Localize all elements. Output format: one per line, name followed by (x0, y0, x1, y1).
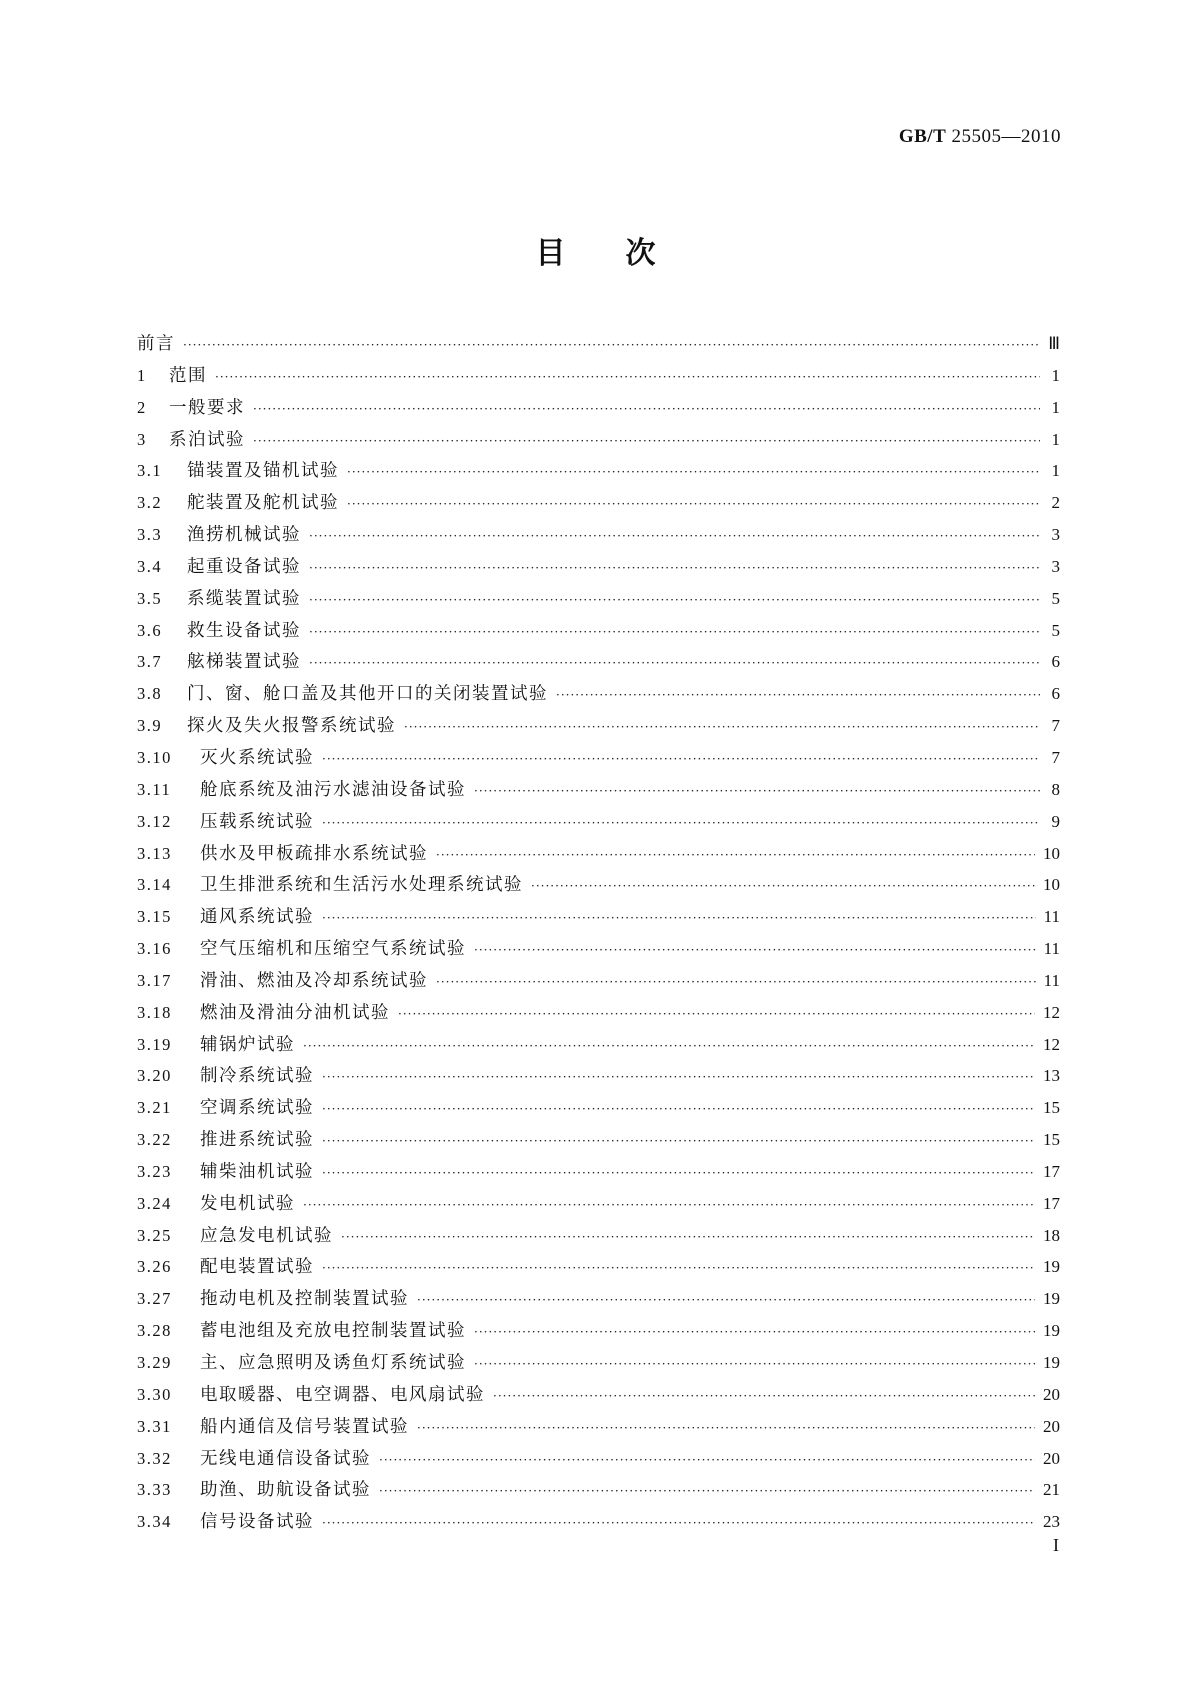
toc-entry-page: 1 (1051, 365, 1060, 385)
toc-entry-page: 17 (1043, 1161, 1060, 1181)
toc-entry-number: 1 (137, 365, 147, 385)
toc-entry-number: 3.7 (137, 652, 163, 672)
toc-dot-leader (379, 1484, 1035, 1498)
toc-entry[interactable] (137, 426, 1060, 458)
toc-entry-page: 19 (1043, 1289, 1060, 1309)
toc-entry-number: 3.24 (137, 1193, 172, 1213)
toc-entry[interactable] (137, 935, 1060, 967)
toc-entry-title: 一般要求 (169, 397, 245, 418)
toc-entry-title: 起重设备试验 (187, 556, 301, 577)
toc-entry-title: 系缆装置试验 (187, 588, 301, 609)
toc-dot-leader (183, 338, 1040, 352)
toc-dot-leader (322, 1516, 1035, 1530)
toc-entry-page: 7 (1051, 716, 1060, 736)
toc-entry[interactable] (137, 1285, 1060, 1317)
toc-entry-title: 供水及甲板疏排水系统试验 (200, 843, 428, 864)
toc-entry-number: 3.16 (137, 939, 172, 959)
toc-entry-title: 舱底系统及油污水滤油设备试验 (200, 779, 466, 800)
toc-dot-leader (322, 1134, 1035, 1148)
toc-dot-leader (379, 1453, 1035, 1467)
toc-dot-leader (322, 752, 1040, 766)
toc-entry[interactable] (137, 680, 1060, 712)
toc-entry-number: 3.8 (137, 684, 163, 704)
toc-entry-page: 11 (1043, 939, 1060, 959)
toc-entry-page: 5 (1051, 588, 1060, 608)
toc-entry-title: 电取暖器、电空调器、电风扇试验 (200, 1384, 485, 1405)
toc-entry-title: 舷梯装置试验 (187, 652, 301, 673)
toc-dot-leader (253, 402, 1040, 416)
toc-entry-title: 灭火系统试验 (200, 747, 314, 768)
toc-entry-page: 9 (1051, 811, 1060, 831)
toc-entry-title: 范围 (169, 365, 207, 386)
toc-dot-leader (309, 656, 1040, 670)
toc-entry-page: 8 (1051, 779, 1060, 799)
toc-entry[interactable] (137, 1158, 1060, 1190)
toc-entry-number: 3.26 (137, 1257, 172, 1277)
toc-entry-page: 19 (1043, 1353, 1060, 1372)
toc-entry-title: 推进系统试验 (200, 1130, 314, 1151)
toc-entry-title: 无线电通信设备试验 (200, 1448, 371, 1469)
toc-dot-leader (556, 688, 1040, 702)
toc-dot-leader (303, 1039, 1035, 1053)
toc-entry-number: 3.4 (137, 556, 163, 576)
toc-entry-number: 3.18 (137, 1002, 172, 1022)
toc-entry-title: 主、应急照明及诱鱼灯系统试验 (200, 1353, 466, 1373)
toc-dot-leader (253, 434, 1040, 448)
toc-entry-number: 3.27 (137, 1289, 172, 1309)
toc-entry-number: 3.20 (137, 1066, 172, 1086)
toc-entry-page: 3 (1051, 525, 1060, 545)
toc-entry-page: Ⅲ (1048, 334, 1060, 353)
toc-entry-title: 探火及失火报警系统试验 (187, 716, 396, 737)
toc-entry-page: 6 (1051, 684, 1060, 704)
toc-entry-page: 15 (1043, 1130, 1060, 1150)
toc-entry[interactable] (137, 871, 1060, 903)
toc-entry-number: 3.28 (137, 1321, 172, 1341)
toc-entry-page: 5 (1051, 620, 1060, 640)
toc-entry[interactable] (137, 1222, 1060, 1254)
toc-entry[interactable] (137, 585, 1060, 617)
toc-entry-number: 2 (137, 397, 147, 417)
toc-entry-title: 空调系统试验 (200, 1098, 314, 1119)
toc-entry[interactable] (137, 712, 1060, 744)
toc-entry-page: 11 (1043, 907, 1060, 927)
toc-entry[interactable] (137, 1381, 1060, 1413)
toc-entry-title: 制冷系统试验 (200, 1066, 314, 1087)
toc-entry[interactable] (137, 999, 1060, 1031)
toc-dot-leader (322, 911, 1036, 925)
toc-entry-page: 20 (1043, 1416, 1060, 1436)
page-title: 目次 (535, 236, 716, 271)
toc-entry[interactable] (137, 1094, 1060, 1126)
toc-entry-page: 1 (1051, 429, 1060, 449)
toc-dot-leader (347, 465, 1040, 479)
toc-dot-leader (322, 1070, 1035, 1084)
toc-entry-number: 3.2 (137, 493, 163, 513)
toc-entry[interactable] (137, 648, 1060, 680)
toc-dot-leader (347, 497, 1040, 511)
toc-entry-number: 3.33 (137, 1480, 172, 1500)
toc-entry[interactable] (137, 1126, 1060, 1158)
toc-entry-title: 门、窗、舱口盖及其他开口的关闭装置试验 (187, 684, 548, 705)
toc-entry-number: 3.17 (137, 970, 172, 990)
toc-entry-title: 配电装置试验 (200, 1257, 314, 1278)
toc-entry-number: 3.5 (137, 588, 163, 608)
page-number: I (1053, 1535, 1059, 1555)
toc-entry[interactable] (137, 1031, 1060, 1063)
toc-entry-page: 7 (1051, 747, 1060, 767)
toc-dot-leader (322, 1102, 1035, 1116)
toc-entry[interactable] (137, 521, 1060, 553)
toc-dot-leader (436, 848, 1035, 862)
toc-entry-page: 13 (1043, 1066, 1060, 1086)
toc-entry[interactable] (137, 394, 1060, 426)
toc-entry-page: 18 (1043, 1225, 1060, 1245)
toc-entry-number: 3.34 (137, 1512, 172, 1532)
toc-dot-leader (404, 720, 1040, 734)
toc-entry[interactable] (137, 1476, 1060, 1508)
toc-entry[interactable] (137, 1253, 1060, 1285)
toc-entry-title: 系泊试验 (169, 429, 245, 450)
toc-dot-leader (309, 561, 1040, 575)
toc-entry-number: 3.29 (137, 1353, 172, 1372)
toc-entry[interactable] (137, 1413, 1060, 1445)
toc-entry-title: 滑油、燃油及冷却系统试验 (200, 970, 428, 991)
toc-entry[interactable] (137, 330, 1060, 362)
toc-entry-page: 2 (1051, 493, 1060, 513)
toc-dot-leader (474, 1325, 1035, 1339)
toc-entry-title: 渔捞机械试验 (187, 525, 301, 546)
toc-entry-title: 应急发电机试验 (200, 1225, 333, 1246)
toc-dot-leader (309, 593, 1040, 607)
toc-dot-leader (309, 625, 1040, 639)
toc-entry-title: 拖动电机及控制装置试验 (200, 1289, 409, 1310)
toc-entry-number: 3.31 (137, 1416, 172, 1436)
toc-entry-number: 3.1 (137, 461, 163, 481)
toc-dot-leader (474, 943, 1036, 957)
toc-dot-leader (303, 1198, 1035, 1212)
standard-code-prefix: GB/T (898, 126, 947, 147)
toc-entry-number: 3.32 (137, 1448, 172, 1468)
toc-entry-number: 3.14 (137, 875, 172, 895)
toc-entry[interactable] (137, 1445, 1060, 1477)
toc-entry-title: 舵装置及舵机试验 (187, 493, 339, 514)
toc-dot-leader (322, 1261, 1035, 1275)
toc-entry[interactable] (137, 776, 1060, 808)
table-of-contents (137, 330, 1060, 1540)
standard-code (899, 126, 1061, 148)
toc-entry-title: 前言 (137, 334, 175, 354)
toc-entry-page: 3 (1051, 556, 1060, 576)
toc-entry-title: 空气压缩机和压缩空气系统试验 (200, 939, 466, 960)
toc-entry[interactable] (137, 489, 1060, 521)
toc-entry-title: 锚装置及锚机试验 (187, 461, 339, 482)
toc-dot-leader (474, 1357, 1035, 1371)
toc-entry-number: 3.23 (137, 1161, 172, 1181)
toc-entry-number: 3.15 (137, 907, 172, 927)
toc-entry-page: 12 (1043, 1002, 1060, 1022)
toc-entry[interactable] (137, 840, 1060, 872)
toc-entry-number: 3.21 (137, 1098, 172, 1118)
toc-dot-leader (417, 1421, 1035, 1435)
toc-entry-title: 通风系统试验 (200, 907, 314, 928)
toc-entry[interactable] (137, 362, 1060, 394)
toc-entry-number: 3.25 (137, 1225, 172, 1245)
toc-dot-leader (322, 816, 1040, 830)
toc-dot-leader (417, 1293, 1035, 1307)
toc-dot-leader (531, 879, 1035, 893)
toc-entry-title: 蓄电池组及充放电控制装置试验 (200, 1321, 466, 1342)
toc-entry[interactable] (137, 457, 1060, 489)
toc-entry[interactable] (137, 744, 1060, 776)
toc-entry-title: 压载系统试验 (200, 811, 314, 832)
toc-entry-title: 助渔、助航设备试验 (200, 1480, 371, 1501)
toc-entry-title: 救生设备试验 (187, 620, 301, 641)
toc-entry[interactable] (137, 617, 1060, 649)
toc-entry-number: 3.6 (137, 620, 163, 640)
toc-entry-page: 15 (1043, 1098, 1060, 1118)
toc-dot-leader (309, 529, 1040, 543)
toc-entry-number: 3.22 (137, 1130, 172, 1150)
toc-entry-number: 3.11 (137, 779, 172, 799)
toc-entry-title: 船内通信及信号装置试验 (200, 1416, 409, 1437)
toc-entry-title: 信号设备试验 (200, 1512, 314, 1533)
toc-entry-page: 10 (1043, 875, 1060, 895)
toc-entry-page: 12 (1043, 1034, 1060, 1054)
toc-entry-number: 3.10 (137, 747, 172, 767)
toc-entry-page: 19 (1043, 1257, 1060, 1277)
standard-code-number: 25505—2010 (951, 126, 1061, 147)
toc-entry[interactable] (137, 553, 1060, 585)
toc-dot-leader (398, 1007, 1035, 1021)
toc-entry-page: 17 (1043, 1193, 1060, 1213)
toc-entry-page: 1 (1051, 461, 1060, 481)
toc-dot-leader (436, 975, 1036, 989)
toc-dot-leader (215, 370, 1040, 384)
toc-dot-leader (493, 1389, 1035, 1403)
toc-entry-number: 3.13 (137, 843, 172, 863)
toc-entry[interactable] (137, 1190, 1060, 1222)
toc-entry[interactable] (137, 1062, 1060, 1094)
toc-entry-number: 3 (137, 429, 147, 449)
toc-entry-page: 10 (1043, 843, 1060, 863)
toc-entry-page: 6 (1051, 652, 1060, 672)
toc-dot-leader (341, 1230, 1035, 1244)
toc-entry-title: 燃油及滑油分油机试验 (200, 1002, 390, 1023)
toc-dot-leader (322, 1166, 1035, 1180)
toc-entry[interactable] (137, 903, 1060, 935)
toc-entry[interactable] (137, 1317, 1060, 1349)
toc-entry-title: 辅柴油机试验 (200, 1161, 314, 1182)
toc-entry-number: 3.3 (137, 525, 163, 545)
toc-entry[interactable] (137, 1349, 1060, 1381)
toc-entry[interactable] (137, 808, 1060, 840)
toc-dot-leader (474, 784, 1040, 798)
toc-entry-title: 辅锅炉试验 (200, 1034, 295, 1055)
toc-entry-page: 11 (1043, 970, 1060, 990)
toc-entry-title: 卫生排泄系统和生活污水处理系统试验 (200, 875, 523, 896)
toc-entry-page: 21 (1043, 1480, 1060, 1500)
toc-entry-number: 3.30 (137, 1384, 172, 1404)
toc-entry-title: 发电机试验 (200, 1193, 295, 1214)
toc-entry-number: 3.12 (137, 811, 172, 831)
toc-entry-number: 3.9 (137, 716, 163, 736)
toc-entry-page: 1 (1051, 397, 1060, 417)
toc-entry-page: 23 (1043, 1512, 1060, 1532)
toc-entry[interactable] (137, 1508, 1060, 1540)
toc-entry-page: 19 (1043, 1321, 1060, 1341)
toc-entry-page: 20 (1043, 1384, 1060, 1404)
toc-entry[interactable] (137, 967, 1060, 999)
toc-entry-number: 3.19 (137, 1034, 172, 1054)
toc-entry-page: 20 (1043, 1448, 1060, 1468)
